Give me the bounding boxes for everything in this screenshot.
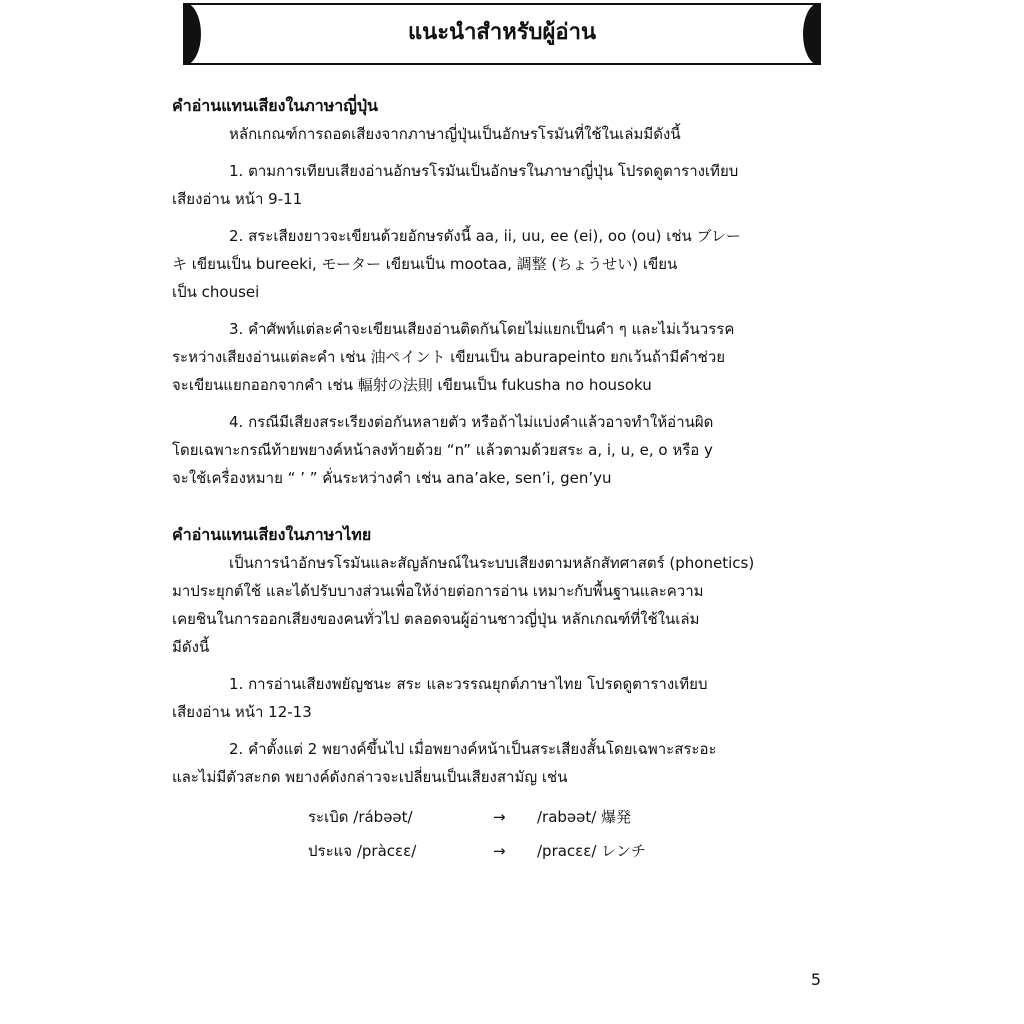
paragraph-line: เสียงอ่าน หน้า 9-11 (172, 190, 303, 208)
banner-right-cap (803, 3, 821, 65)
japanese-rule-3 (172, 315, 823, 399)
paragraph-line: 1. การอ่านเสียงพยัญชนะ สระ และวรรณยุกต์ภาษาไทย โปรดดูตารางเทียบ (229, 675, 708, 693)
paragraph-line: キ เขียนเป็น bureeki, モーター เขียนเป็น mootaa, 調整 (ちょうせい) เขียน (172, 255, 678, 273)
thai-intro (172, 549, 823, 661)
thai-rule-2 (172, 735, 823, 791)
example-row (172, 834, 823, 868)
paragraph-line: จะใช้เครื่องหมาย “ ’ ” คั่นระหว่างคำ เช่น ana’ake, sen’i, gen’yu (172, 469, 612, 487)
paragraph-line: มาประยุกต์ใช้ และได้ปรับบางส่วนเพื่อให้ง่ายต่อการอ่าน เหมาะกับพื้นฐานและความ (172, 582, 704, 600)
paragraph-line: 4. กรณีมีเสียงสระเรียงต่อกันหลายตัว หรือถ้าไม่แบ่งคำแล้วอาจทำให้อ่านผิด (229, 413, 714, 431)
japanese-intro (172, 120, 823, 148)
example-row (172, 800, 823, 834)
page-title: แนะนำสำหรับผู้อ่าน (408, 20, 596, 45)
section-heading-thai: คำอ่านแทนเสียงในภาษาไทย (172, 525, 372, 544)
example-original: ประแจ /pràcɛɛ/ (308, 842, 417, 860)
example-result: /rabəət/ 爆発 (537, 808, 632, 826)
japanese-rule-1 (172, 157, 823, 213)
paragraph-line: 3. คำศัพท์แต่ละคำจะเขียนเสียงอ่านติดกันโดยไม่แยกเป็นคำ ๆ และไม่เว้นวรรค (229, 320, 735, 338)
section-heading-japanese: คำอ่านแทนเสียงในภาษาญี่ปุ่น (172, 96, 378, 115)
page-number: 5 (810, 970, 821, 989)
japanese-rule-2 (172, 222, 823, 306)
paragraph-line: โดยเฉพาะกรณีท้ายพยางค์หน้าลงท้ายด้วย “n” แล้วตามด้วยสระ a, i, u, e, o หรือ y (172, 441, 713, 459)
paragraph-line: 1. ตามการเทียบเสียงอ่านอักษรโรมันเป็นอักษรในภาษาญี่ปุ่น โปรดดูตารางเทียบ (229, 162, 739, 180)
section-spacer (172, 501, 823, 521)
paragraph-line: หลักเกณฑ์การถอดเสียงจากภาษาญี่ปุ่นเป็นอักษรโรมันที่ใช้ในเล่มมีดังนี้ (229, 125, 681, 143)
arrow-right-icon: → (493, 808, 506, 826)
arrow-right-icon: → (493, 842, 506, 860)
paragraph-line: เคยชินในการออกเสียงของคนทั่วไป ตลอดจนผู้อ่านชาวญี่ปุ่น หลักเกณฑ์ที่ใช้ในเล่ม (172, 610, 700, 628)
example-original: ระเบิด /rábəət/ (308, 808, 413, 826)
paragraph-line: เสียงอ่าน หน้า 12-13 (172, 703, 312, 721)
paragraph-line: จะเขียนแยกออกจากคำ เช่น 輻射の法則 เขียนเป็น fukusha no housoku (172, 376, 652, 394)
document-body (172, 92, 823, 868)
paragraph-line: เป็น chousei (172, 283, 260, 301)
paragraph-line: ระหว่างเสียงอ่านแต่ละคำ เช่น 油ペイント เขียนเป็น aburapeinto ยกเว้นถ้ามีคำช่วย (172, 348, 726, 366)
paragraph-line: มีดังนี้ (172, 638, 210, 656)
japanese-rule-4 (172, 408, 823, 492)
paragraph-line: 2. สระเสียงยาวจะเขียนด้วยอักษรดังนี้ aa, ii, uu, ee (ei), oo (ou) เช่น ブレー (229, 227, 741, 245)
thai-rule-1 (172, 670, 823, 726)
example-result: /pracɛɛ/ レンチ (537, 842, 646, 860)
page-banner (183, 3, 821, 65)
paragraph-line: 2. คำตั้งแต่ 2 พยางค์ขึ้นไป เมื่อพยางค์หน้าเป็นสระเสียงสั้นโดยเฉพาะสระอะ (229, 740, 717, 758)
paragraph-line: และไม่มีตัวสะกด พยางค์ดังกล่าวจะเปลี่ยนเป็นเสียงสามัญ เช่น (172, 768, 568, 786)
paragraph-line: เป็นการนำอักษรโรมันและสัญลักษณ์ในระบบเสียงตามหลักสัทศาสตร์ (phonetics) (229, 554, 755, 572)
